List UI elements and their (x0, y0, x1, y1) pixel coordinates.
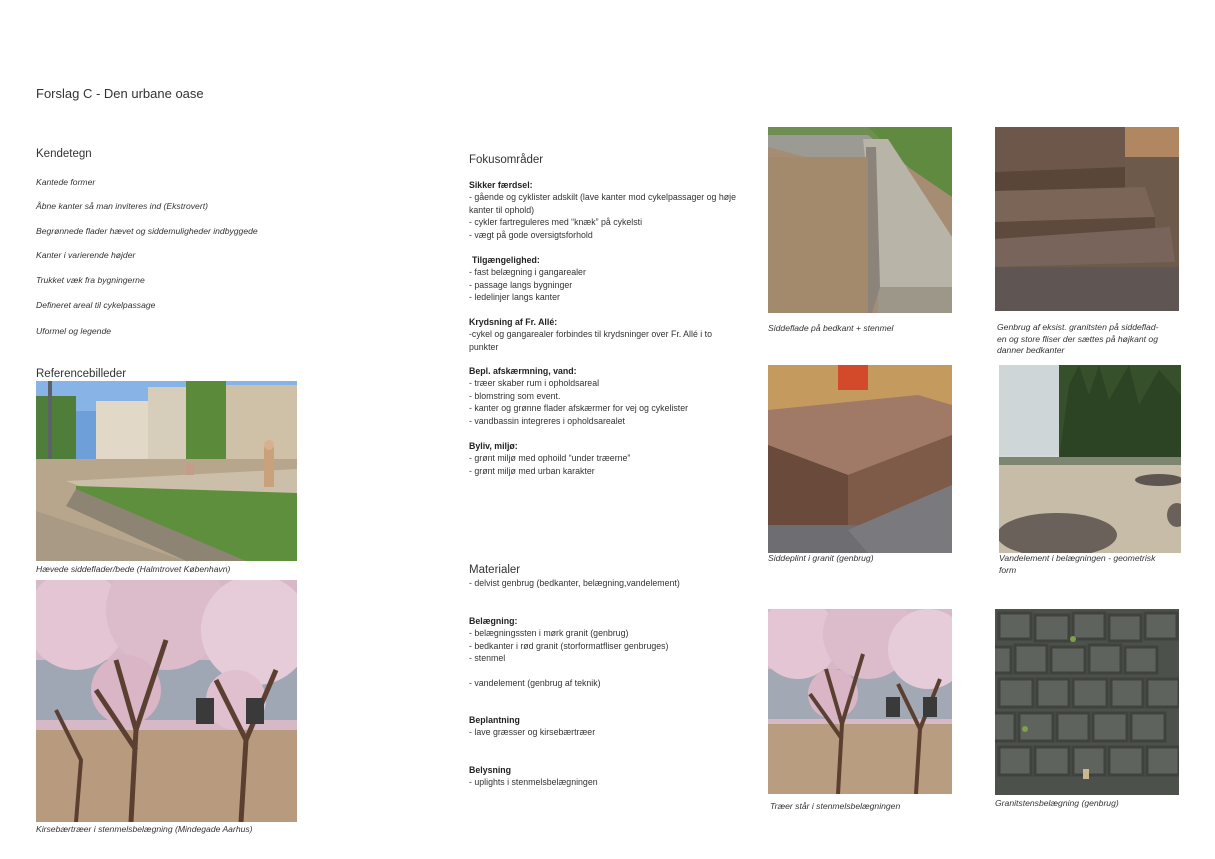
fokus-heading: Fokusområder (469, 154, 544, 166)
materialer-section-title: Belysning (469, 765, 512, 775)
photo-caption-line: form (999, 564, 1017, 575)
photo-caption: Granitstensbelægning (genbrug) (995, 798, 1119, 808)
photo-caption-line: danner bedkanter (997, 345, 1065, 355)
photo-siddeplint-granit (768, 365, 952, 553)
photo-caption-line: en og store fliser der sættes på højkant og (997, 333, 1158, 344)
materialer-line: - belægningssten i mørk granit (genbrug) (469, 628, 629, 639)
materialer-line: - uplights i stenmelsbelægningen (469, 777, 598, 788)
photo-caption-vandelement (999, 553, 1155, 576)
reference-caption: Kirsebærtræer i stenmelsbelægning (Mindegade Aarhus) (36, 824, 253, 834)
fokus-line: - fast belægning i gangarealer (469, 267, 586, 278)
referencebilleder-heading: Referencebilleder (36, 368, 127, 380)
photo-caption-line: Genbrug af eksist. granitsten på siddeflad- (997, 322, 1159, 332)
fokus-line: - vægt på gode oversigtsforhold (469, 229, 593, 240)
kendetegn-item: Kantede former (36, 177, 96, 187)
fokus-line: - passage langs bygninger (469, 279, 573, 290)
reference-photo-raised-beds (36, 381, 297, 561)
fokus-line: - træer skaber rum i opholdsareal (469, 378, 600, 389)
fokus-section-sikker-faerdsel (469, 179, 736, 241)
materialer-line: - bedkanter i rød granit (storformatfliser genbruges) (469, 640, 669, 651)
fokus-section-tilgaengelighed (469, 254, 586, 304)
fokus-line: - vandbassin integreres i opholdsarealet (469, 415, 625, 426)
photo-granitstensbelaegning (995, 609, 1179, 795)
fokus-section-byliv (469, 440, 630, 477)
photo-caption: Siddeflade på bedkant + stenmel (768, 323, 894, 333)
fokus-line: - grønt miljø med ophoild “under træerne” (469, 453, 631, 464)
fokus-line: - gående og cyklister adskilt (lave kanter mod cykelpassager og høje (469, 192, 736, 203)
fokus-section-title: Sikker færdsel: (469, 180, 533, 190)
kendetegn-item: Trukket væk fra bygningerne (36, 275, 145, 285)
reference-photo-cherry-trees (36, 580, 297, 822)
photo-caption: Siddeplint i granit (genbrug) (768, 553, 874, 563)
photo-caption: Træer står i stenmelsbelægningen (770, 801, 901, 811)
materialer-line: - stenmel (469, 653, 506, 664)
kendetegn-item: Defineret areal til cykelpassage (36, 300, 156, 310)
fokus-section-title: Bepl. afskærmning, vand: (469, 366, 577, 376)
materialer-section-title: Beplantning (469, 715, 520, 725)
fokus-line: - ledelinjer langs kanter (469, 292, 560, 303)
kendetegn-item: Åbne kanter så man inviteres ind (Ekstrovert) (36, 201, 208, 211)
kendetegn-item: Kanter i varierende højder (36, 250, 136, 260)
page-title: Forslag C - Den urbane oase (36, 86, 204, 101)
materialer-line: - vandelement (genbrug af teknik) (469, 678, 601, 689)
photo-vandelement (999, 365, 1181, 553)
fokus-line: punkter (469, 341, 499, 352)
materialer-section-title: Belægning: (469, 616, 518, 626)
photo-traeer-stenmel (768, 609, 952, 794)
photo-bedkant-stenmel (768, 127, 952, 313)
materialer-section-belysning (469, 764, 598, 789)
kendetegn-item: Begrønnede flader hævet og siddemuligheder indbyggede (36, 226, 258, 236)
photo-caption-granitsten (997, 322, 1158, 357)
fokus-line: - grønt miljø med urban karakter (469, 465, 595, 476)
reference-caption: Hævede siddeflader/bede (Halmtrovet København) (36, 564, 231, 574)
fokus-line: kanter til ophold) (469, 204, 535, 215)
fokus-line: - kanter og grønne flader afskærmer for vej og cykelister (469, 403, 689, 414)
fokus-section-title: Byliv, miljø: (469, 441, 518, 451)
photo-caption-line: Vandelement i belægningen - geometrisk (999, 553, 1156, 563)
photo-granitsten-genbrug (995, 127, 1179, 311)
fokus-line: -cykel og gangarealer forbindes til krydsninger over Fr. Allé i to (469, 329, 713, 340)
fokus-section-title: Krydsning af Fr. Allé: (469, 317, 558, 327)
kendetegn-item: Uformel og legende (36, 326, 112, 336)
materialer-section-belaegning (469, 615, 668, 689)
materialer-intro: - delvist genbrug (bedkanter, belægning,vandelement) (469, 578, 680, 588)
materialer-heading: Materialer (469, 564, 521, 576)
fokus-line: - blomstring som event. (469, 390, 561, 401)
fokus-section-title: Tilgængelighed: (472, 255, 540, 265)
materialer-line (469, 665, 668, 677)
fokus-section-beplantning-vand (469, 365, 688, 427)
fokus-section-krydsning (469, 316, 712, 353)
materialer-line: - lave græsser og kirsebærtræer (469, 727, 596, 738)
kendetegn-heading: Kendetegn (36, 148, 92, 160)
fokus-line: - cykler fartreguleres med “knæk” på cykelsti (469, 217, 643, 228)
materialer-section-beplantning (469, 714, 595, 739)
